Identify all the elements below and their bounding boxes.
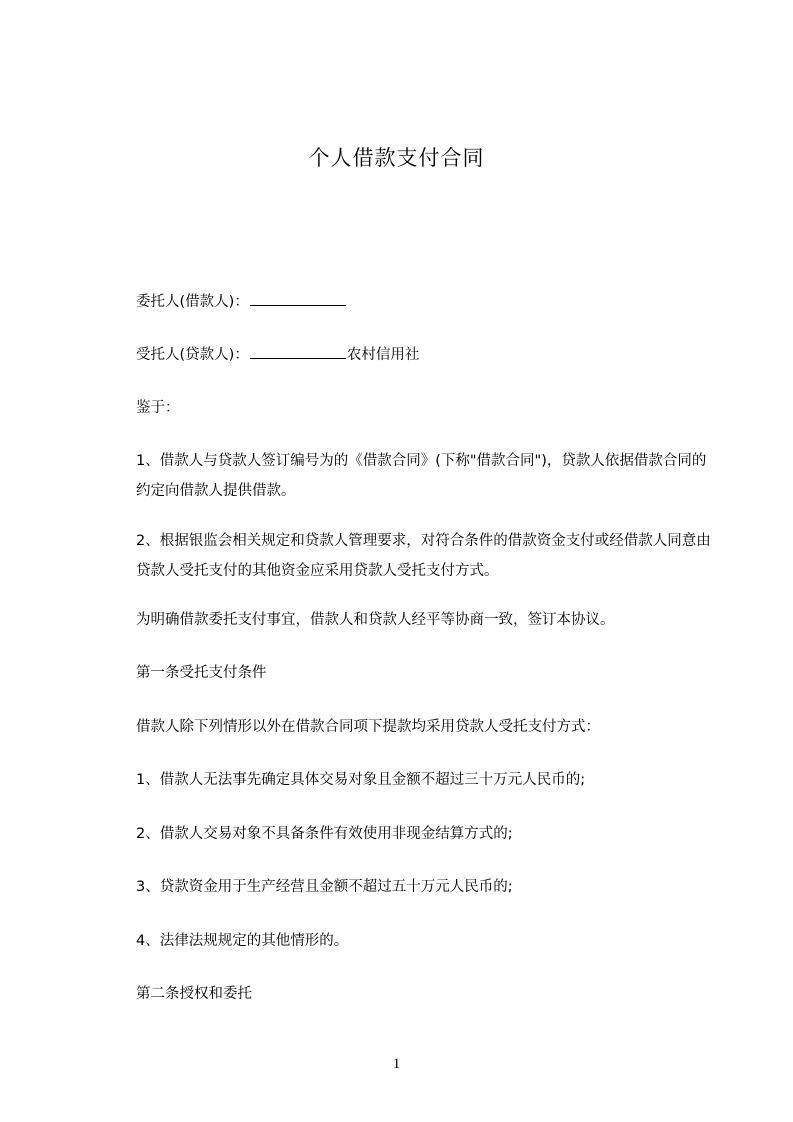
trustee-line bbox=[136, 344, 419, 365]
condition-4: 4、法律法规规定的其他情形的。 bbox=[136, 933, 349, 949]
recital-2 bbox=[104, 526, 714, 586]
recital-1-text: 1、借款人与贷款人签订编号为的《借款合同》(下称"借款合同")，贷款人依据借款合同的约定向借款人提供借款。 bbox=[136, 453, 707, 499]
article-1-intro: 借款人除下列情形以外在借款合同项下提款均采用贷款人受托支付方式： bbox=[136, 719, 600, 735]
client-label: 委托人(借款人)： bbox=[136, 294, 249, 310]
condition-1: 1、借款人无法事先确定具体交易对象且金额不超过三十万元人民币的; bbox=[136, 772, 586, 788]
article-1-title: 第一条受托支付条件 bbox=[136, 665, 267, 681]
trustee-label: 受托人(贷款人)： bbox=[136, 347, 249, 363]
condition-2: 2、借款人交易对象不具备条件有效使用非现金结算方式的; bbox=[136, 826, 513, 842]
condition-3: 3、贷款资金用于生产经营且金额不超过五十万元人民币的; bbox=[136, 879, 513, 895]
article-2-title: 第二条授权和委托 bbox=[136, 986, 252, 1002]
recital-2-text: 2、根据银监会相关规定和贷款人管理要求，对符合条件的借款资金支付或经借款人同意由贷款人受托支付的其他资金应采用贷款人受托支付方式。 bbox=[136, 533, 711, 579]
document-title: 个人借款支付合同 bbox=[308, 146, 485, 170]
purpose-line: 为明确借款委托支付事宜，借款人和贷款人经平等协商一致，签订本协议。 bbox=[136, 612, 615, 628]
client-line bbox=[136, 291, 347, 312]
trustee-suffix: 农村信用社 bbox=[346, 347, 420, 363]
client-blank bbox=[250, 291, 346, 306]
trustee-blank bbox=[250, 344, 346, 359]
whereas-line: 鉴于： bbox=[136, 400, 180, 416]
page-number: 1 bbox=[392, 1056, 401, 1072]
recital-1 bbox=[104, 446, 714, 506]
